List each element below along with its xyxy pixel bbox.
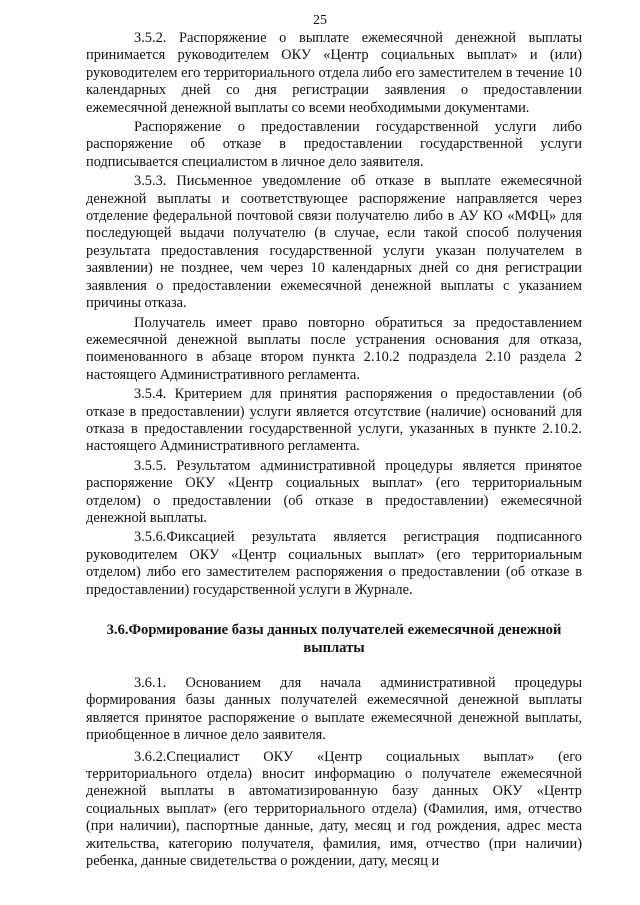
document-body <box>86 30 582 872</box>
section-heading-3-6: 3.6.Формирование базы данных получателей ежемесячной денежной выплаты <box>106 622 562 656</box>
paragraph-signature-note: Распоряжение о предоставлении государственной услуги либо распоряжение об отказе в предоставлении государственной услуги подписывается специалистом в личное дело заявителя. <box>86 119 582 170</box>
paragraph-3-6-1: 3.6.1. Основанием для начала административной процедуры формирования базы данных получателей ежемесячной денежной выплаты является принятое распоряжение о выплате ежемесячной денежной выплаты, приобщенное в личное дело заявителя. <box>86 675 582 744</box>
paragraph-3-5-4: 3.5.4. Критерием для принятия распоряжения о предоставлении (об отказе в предоставлении) услуги является отсутствие (наличие) оснований для отказа в предоставлении государственной услуги, указанных в пункте 2.10.2. настоящего Административного регламента. <box>86 386 582 455</box>
paragraph-3-5-5: 3.5.5. Результатом административной процедуры является принятое распоряжение ОКУ «Центр социальных выплат» (его территориальным отделом) о предоставлении (об отказе в предоставлении) ежемесячной денежной выплаты. <box>86 457 582 526</box>
paragraph-3-6-2: 3.6.2.Специалист ОКУ «Центр социальных выплат» (его территориального отдела) вносит информацию о получателе ежемесячной денежной выплаты в автоматизированную базу данных ОКУ «Центр социальных выплат» (его территориального отдела) (Фамилия, имя, отчество (при наличии), паспортные данные, дату, месяц и год рождения, адрес места жительства, категорию получателя, фамилия, имя, отчество (при наличии) ребенка, данные свидетельства о рождении, дату, месяц и <box>86 748 582 870</box>
paragraph-repeat-application: Получатель имеет право повторно обратиться за предоставлением ежемесячной денежной выплаты после устранения основания для отказа, поименованного в абзаце втором пункта 2.10.2 подраздела 2.10 раздела 2 настоящего Административного регламента. <box>86 314 582 383</box>
paragraph-3-5-2: 3.5.2. Распоряжение о выплате ежемесячной денежной выплаты принимается руководителем ОКУ «Центр социальных выплат» и (или) руководителем его территориального отдела либо его заместителем в течение 10 календарных дней со дня регистрации заявления о предоставлении ежемесячной денежной выплаты со всеми необходимыми документами. <box>86 30 582 116</box>
paragraph-3-5-6: 3.5.6.Фиксацией результата является регистрация подписанного руководителем ОКУ «Центр социальных выплат» (его территориальным отделом) либо его заместителем распоряжения о предоставлении (об отказе в предоставлении) государственной услуги в Журнале. <box>86 529 582 598</box>
paragraph-3-5-3: 3.5.3. Письменное уведомление об отказе в выплате ежемесячной денежной выплаты и соответствующее распоряжение направляется через отделение федеральной почтовой связи получателю либо в АУ КО «МФЦ» для последующей выдачи получателю (в случае, если такой способ получения результата предоставления государственной услуги указан получателем в заявлении) не позднее, чем через 10 календарных дней со дня регистрации заявления о предоставлении ежемесячной денежной выплаты с указанием причины отказа. <box>86 173 582 312</box>
page-number: 25 <box>313 13 327 28</box>
